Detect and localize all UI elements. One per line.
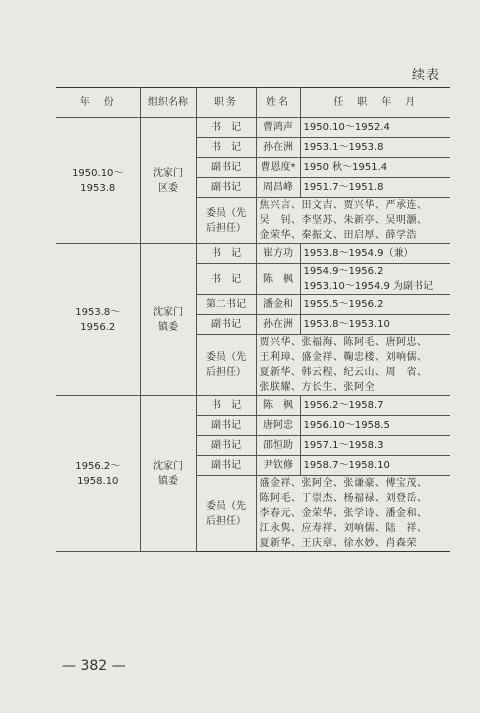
name-cell: 曹鸿声 (256, 118, 300, 138)
org-cell: 沈家门 镇委 (140, 244, 196, 396)
post-cell: 副书记 (196, 436, 256, 456)
name-cell: 孙在洲 (256, 138, 300, 158)
post-cell: 副书记 (196, 456, 256, 476)
post-cell: 委员（先 后担任） (196, 198, 256, 244)
post-cell: 委员（先 后担任） (196, 335, 256, 396)
table-row (56, 396, 450, 416)
header-period: 年 份 (56, 88, 140, 118)
term-cell: 1956.10～1958.5 (300, 416, 450, 436)
name-cell: 陈 枫 (256, 396, 300, 416)
name-cell: 孙在洲 (256, 315, 300, 335)
name-cell: 曹恩度* (256, 158, 300, 178)
term-cell: 1956.2～1958.7 (300, 396, 450, 416)
header-term: 任 职 年 月 (300, 88, 450, 118)
term-cell: 1953.8～1953.10 (300, 315, 450, 335)
members-cell: 盛金祥、张阿全、张谦豪、傅宝茂、 陈阿毛、丁崇杰、杨福禄、刘登岳、 李春元、金荣华、张学诗、潘金和、 江永隽、应寿祥、刘响儒、陆 祥、 夏新华、王庆章、徐水妙、肖森荣 (256, 476, 450, 552)
term-cell: 1953.1～1953.8 (300, 138, 450, 158)
period-cell: 1953.8～1956.2 (56, 244, 140, 396)
term-cell: 1953.8～1954.9（兼） (300, 244, 450, 264)
name-cell: 邵恒助 (256, 436, 300, 456)
name-cell: 周昌峰 (256, 178, 300, 198)
term-cell: 1951.7～1951.8 (300, 178, 450, 198)
name-cell: 潘金和 (256, 295, 300, 315)
name-cell: 唐阿忠 (256, 416, 300, 436)
term-cell: 1950.10～1952.4 (300, 118, 450, 138)
table-header-row (56, 88, 450, 118)
name-cell: 尹钦修 (256, 456, 300, 476)
term-cell: 1955.5～1956.2 (300, 295, 450, 315)
post-cell: 副书记 (196, 315, 256, 335)
period-cell: 1956.2～1958.10 (56, 396, 140, 552)
term-cell: 1958.7～1958.10 (300, 456, 450, 476)
table-row (56, 118, 450, 138)
members-cell: 贾兴华、张福海、陈阿毛、唐阿忠、 王利璋、盛金祥、鞠忠楼、刘响儒、 夏新华、韩云程、纪云山、周 省、 张朕耀、方长生、张阿全 (256, 335, 450, 396)
org-cell: 沈家门 区委 (140, 118, 196, 244)
post-cell: 委员（先 后担任） (196, 476, 256, 552)
period-cell: 1950.10～1953.8 (56, 118, 140, 244)
header-org: 组织名称 (140, 88, 196, 118)
term-cell: 1957.1～1958.3 (300, 436, 450, 456)
post-cell: 第二书记 (196, 295, 256, 315)
header-post: 职务 (196, 88, 256, 118)
post-cell: 副书记 (196, 416, 256, 436)
term-cell: 1950 秋～1951.4 (300, 158, 450, 178)
post-cell: 副书记 (196, 178, 256, 198)
term-cell: 1954.9～1956.2 1953.10～1954.9 为副书记 (300, 264, 450, 295)
name-cell: 崔方功 (256, 244, 300, 264)
post-cell: 书 记 (196, 264, 256, 295)
post-cell: 书 记 (196, 118, 256, 138)
leadership-table (56, 87, 450, 552)
header-name: 姓名 (256, 88, 300, 118)
page-title: 续表 (412, 68, 441, 83)
org-cell: 沈家门 镇委 (140, 396, 196, 552)
post-cell: 书 记 (196, 138, 256, 158)
post-cell: 副书记 (196, 158, 256, 178)
post-cell: 书 记 (196, 244, 256, 264)
post-cell: 书 记 (196, 396, 256, 416)
page-number: — 382 — (62, 658, 126, 674)
table-row (56, 244, 450, 264)
members-cell: 焦兴言、田文吉、贾兴华、严承连、 吴 钊、李坚苏、朱新亭、吴明灏、 金荣华、秦振文、田启厚、薛学浩 (256, 198, 450, 244)
table-body (56, 118, 450, 552)
name-cell: 陈 枫 (256, 264, 300, 295)
